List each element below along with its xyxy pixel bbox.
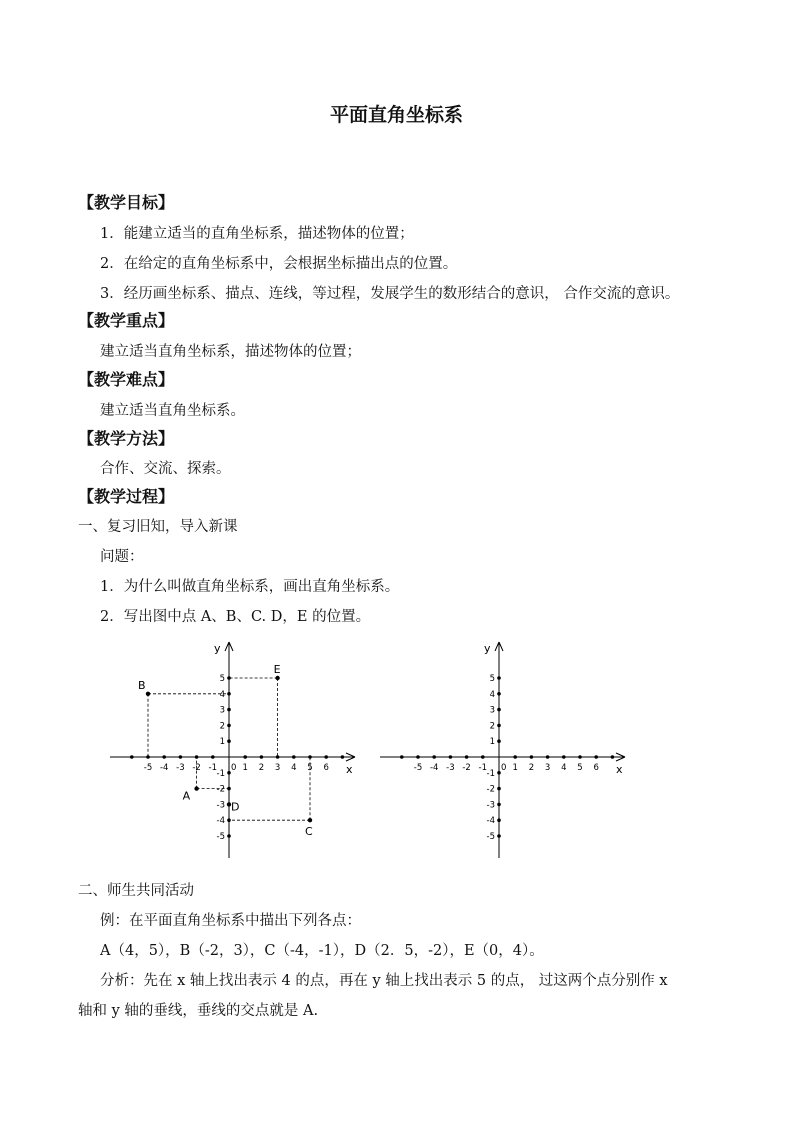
y-tick-label: 4 <box>219 689 225 700</box>
coordinate-figure-with-points <box>100 636 370 866</box>
y-tick-dot <box>497 724 501 728</box>
y-axis-label: y <box>214 642 221 655</box>
x-axis-dot <box>341 755 345 759</box>
x-tick-dot <box>292 755 296 759</box>
x-tick-dot <box>179 755 183 759</box>
key-points-heading: 【教学重点】 <box>78 311 175 330</box>
x-tick-dot <box>465 755 469 759</box>
difficulties-text: 建立适当直角坐标系。 <box>100 403 245 419</box>
x-tick-label: 2 <box>528 763 535 773</box>
x-tick-dot <box>449 755 453 759</box>
y-tick-dot <box>497 818 501 822</box>
x-axis-dot <box>130 755 134 759</box>
goal-item-1: 1．能建立适当的直角坐标系，描述物体的位置； <box>100 226 414 242</box>
goal-item-2: 2．在给定的直角坐标系中，会根据坐标描出点的位置。 <box>100 256 458 272</box>
x-tick-label: 0 <box>501 763 507 773</box>
y-tick-label: 1 <box>219 737 225 748</box>
y-tick-dot <box>497 771 501 775</box>
y-tick-label: -1 <box>216 768 225 779</box>
x-tick-label: -2 <box>462 763 471 773</box>
analysis-line-2: 轴和 y 轴的垂线，垂线的交点就是 A. <box>78 1003 319 1019</box>
y-tick-label: -3 <box>486 800 495 811</box>
x-tick-dot <box>416 755 420 759</box>
x-tick-dot <box>530 755 534 759</box>
x-tick-dot <box>324 755 328 759</box>
point-label: C <box>305 825 313 839</box>
plotted-point <box>275 676 279 680</box>
goals-heading: 【教学目标】 <box>78 193 175 212</box>
x-tick-dot <box>578 755 582 759</box>
x-tick-dot <box>162 755 166 759</box>
x-tick-label: 3 <box>544 763 551 773</box>
x-tick-dot <box>513 755 517 759</box>
page-title: 平面直角坐标系 <box>329 104 463 126</box>
y-tick-dot <box>497 676 501 680</box>
question-item-2: 2．写出图中点 A、B、C. D，E 的位置。 <box>100 609 371 625</box>
x-axis-dot <box>400 755 404 759</box>
goal-item-3: 3．经历画坐标系、描点、连线，等过程，发展学生的数形结合的意识， 合作交流的意识。 <box>100 286 680 302</box>
example-text: 例：在平面直角坐标系中描出下列各点： <box>100 913 361 929</box>
y-tick-dot <box>227 739 231 743</box>
point-label: D <box>231 800 240 814</box>
x-tick-label: 1 <box>512 763 518 773</box>
plotted-point <box>194 786 198 790</box>
x-tick-label: 5 <box>577 763 583 773</box>
x-tick-dot <box>594 755 598 759</box>
x-tick-label: -3 <box>446 763 455 773</box>
x-tick-dot <box>481 755 485 759</box>
example-points: A（4，5），B（-2，3），C（-4，-1），D（2．5，-2），E（0，4）。 <box>100 943 544 959</box>
x-tick-label: 6 <box>323 763 329 773</box>
y-axis-label: y <box>484 642 491 655</box>
plotted-point <box>308 818 312 822</box>
point-label: A <box>182 789 191 803</box>
y-tick-label: -1 <box>486 768 495 779</box>
analysis-line-1: 分析：先在 x 轴上找出表示 4 的点，再在 y 轴上找出表示 5 的点， 过这两个点分别作 x <box>100 973 668 989</box>
y-tick-label: 5 <box>489 674 495 684</box>
methods-heading: 【教学方法】 <box>78 429 175 448</box>
y-tick-label: 2 <box>489 721 495 732</box>
x-tick-label: -4 <box>429 763 439 773</box>
projection-line <box>229 757 313 820</box>
x-tick-label: 1 <box>242 763 248 773</box>
x-tick-label: 6 <box>593 763 599 773</box>
x-tick-label: -1 <box>208 763 218 773</box>
y-tick-label: 5 <box>219 674 225 684</box>
y-tick-dot <box>497 834 501 838</box>
x-axis-label: x <box>346 763 353 776</box>
projection-line <box>229 678 278 757</box>
question-item-1: 1．为什么叫做直角坐标系，画出直角坐标系。 <box>100 579 400 595</box>
key-points-text: 建立适当直角坐标系，描述物体的位置； <box>100 344 361 360</box>
x-tick-label: 3 <box>274 763 281 773</box>
x-axis-label: x <box>616 763 623 776</box>
y-tick-dot <box>497 692 501 696</box>
y-tick-dot <box>227 724 231 728</box>
y-tick-dot <box>227 708 231 712</box>
y-tick-dot <box>497 708 501 712</box>
y-tick-label: -3 <box>216 800 225 811</box>
y-tick-dot <box>227 834 231 838</box>
x-tick-dot <box>243 755 247 759</box>
y-tick-dot <box>497 739 501 743</box>
process-heading: 【教学过程】 <box>78 487 175 506</box>
x-tick-dot <box>260 755 264 759</box>
x-tick-label: -5 <box>143 763 153 773</box>
x-tick-dot <box>211 755 215 759</box>
x-tick-label: -3 <box>176 763 185 773</box>
y-tick-dot <box>227 771 231 775</box>
y-tick-label: 2 <box>219 721 225 732</box>
part2-title: 二、师生共同活动 <box>78 883 194 899</box>
point-label: B <box>138 678 146 692</box>
y-tick-label: -2 <box>216 784 225 795</box>
x-axis-dot <box>611 755 615 759</box>
x-tick-label: 0 <box>231 763 237 773</box>
x-tick-dot <box>546 755 550 759</box>
x-tick-label: -5 <box>413 763 423 773</box>
plotted-point <box>146 692 150 696</box>
difficulties-heading: 【教学难点】 <box>78 370 175 389</box>
y-tick-label: 3 <box>219 705 225 716</box>
y-tick-label: -4 <box>216 816 225 827</box>
y-tick-label: -5 <box>216 832 225 842</box>
point-label: E <box>273 663 281 676</box>
y-tick-dot <box>497 803 501 807</box>
x-tick-dot <box>562 755 566 759</box>
methods-text: 合作、交流、探索。 <box>100 461 231 477</box>
x-tick-label: 4 <box>561 763 567 773</box>
x-tick-label: 4 <box>291 763 297 773</box>
part1-title: 一、复习旧知，导入新课 <box>78 519 238 535</box>
x-tick-label: -2 <box>192 763 201 773</box>
y-tick-label: 1 <box>489 737 495 748</box>
y-tick-label: 3 <box>489 705 495 716</box>
y-tick-label: -5 <box>486 832 495 842</box>
x-tick-label: 5 <box>307 763 313 773</box>
x-tick-dot <box>432 755 436 759</box>
y-tick-label: -4 <box>486 816 495 827</box>
y-tick-label: 4 <box>489 689 495 700</box>
y-tick-dot <box>497 787 501 791</box>
x-tick-label: -4 <box>159 763 169 773</box>
y-tick-label: -2 <box>486 784 495 795</box>
projection-line <box>148 694 229 757</box>
question-label: 问题： <box>100 549 144 565</box>
x-tick-label: -1 <box>478 763 488 773</box>
x-tick-label: 2 <box>258 763 265 773</box>
empty-coordinate-figure <box>370 636 640 866</box>
